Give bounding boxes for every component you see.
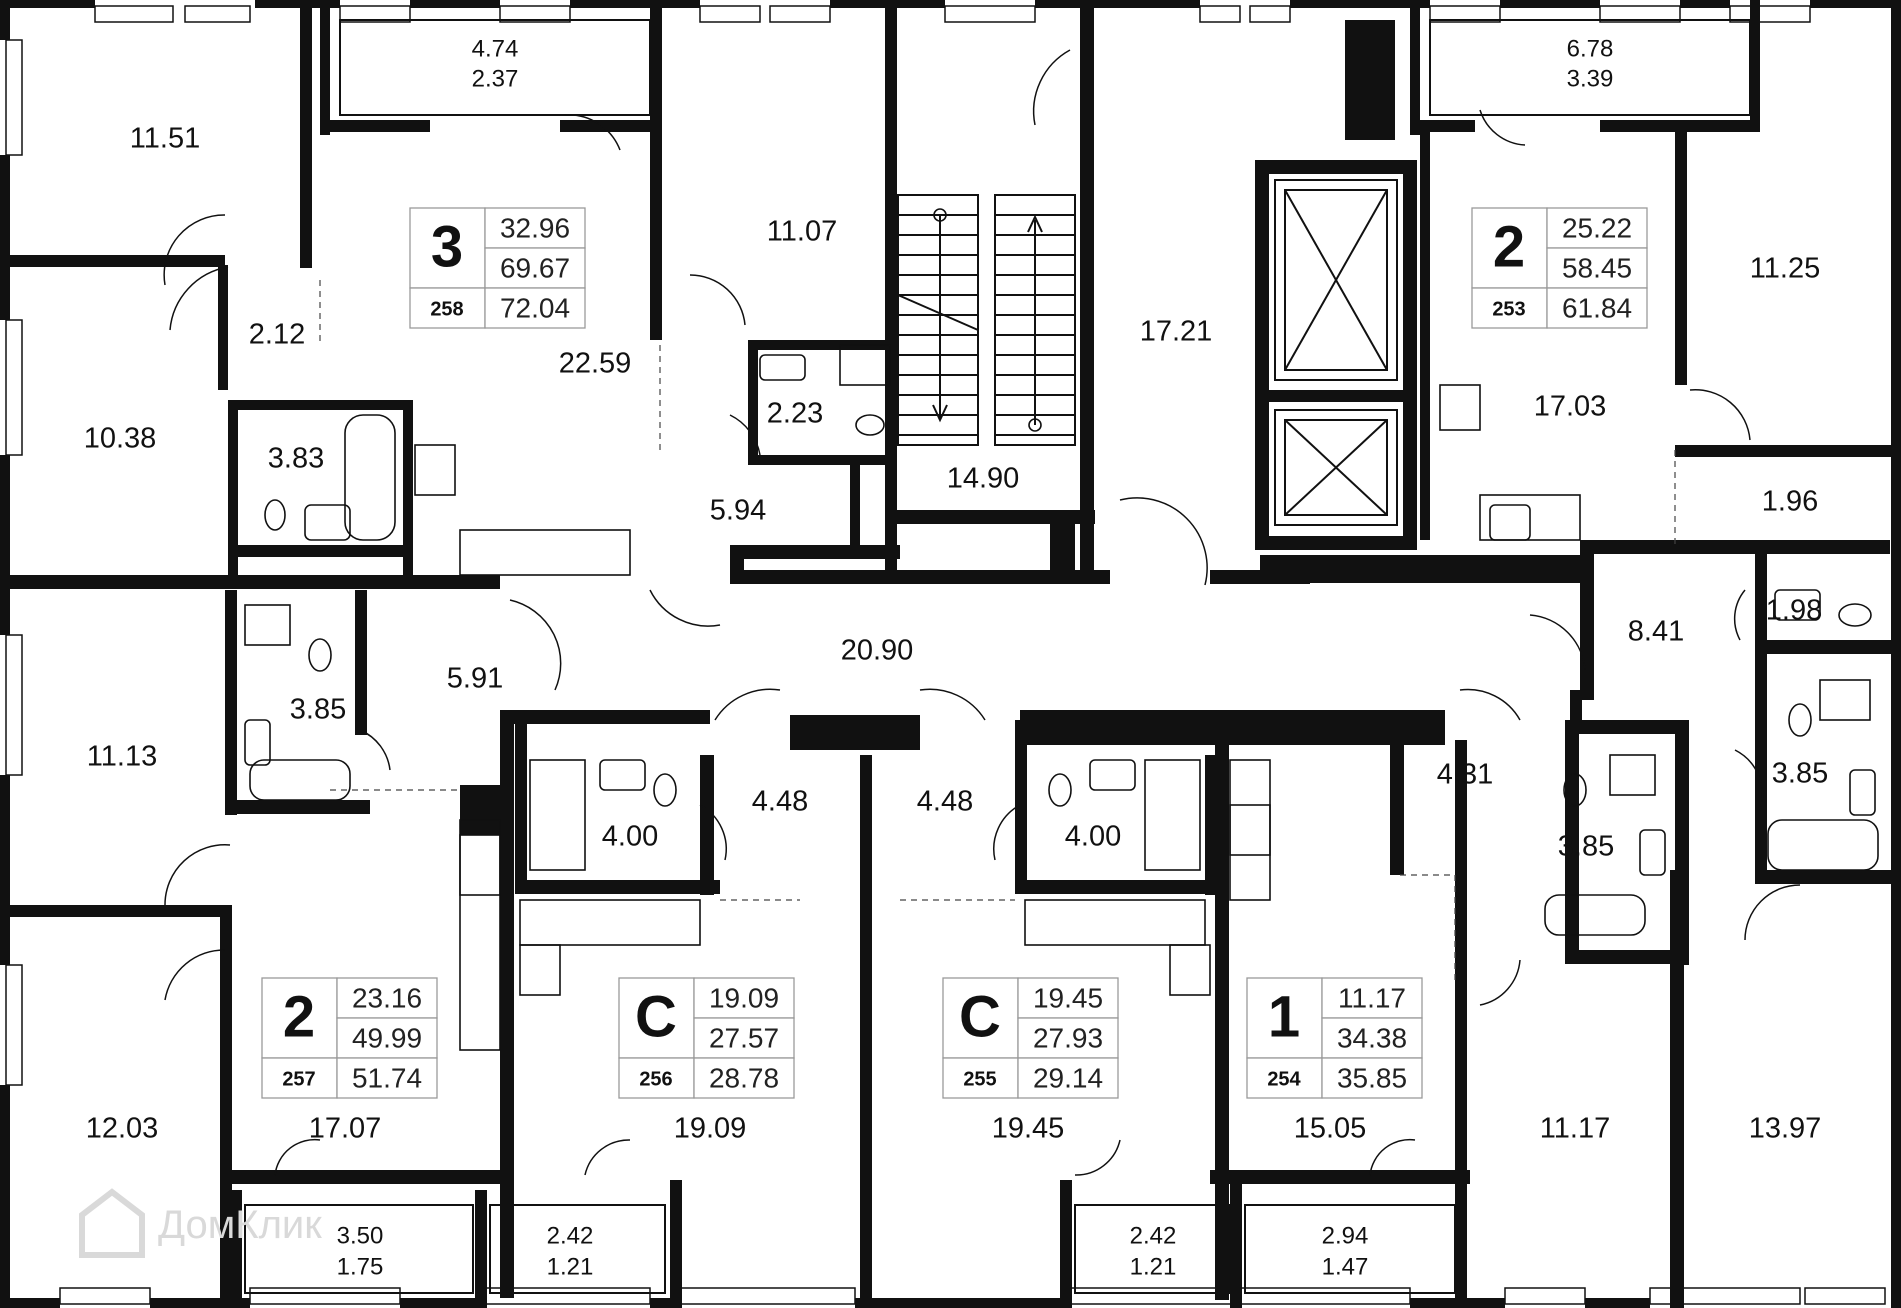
room-area: 19.45 [991, 1112, 1065, 1145]
room-area: 12.03 [85, 1112, 159, 1145]
room-area: 4.48 [751, 785, 809, 818]
room-area: 4.31 [1436, 758, 1494, 791]
elevators [1275, 180, 1397, 525]
room-area: 3.85 [289, 693, 347, 726]
room-area: 1.96 [1761, 485, 1819, 518]
apartment-label-258[interactable] [410, 208, 585, 328]
room-area: 13.97 [1748, 1112, 1822, 1145]
room-area: 4.48 [916, 785, 974, 818]
room-area: 15.05 [1293, 1112, 1367, 1145]
balcony-reduced: 1.47 [1321, 1253, 1369, 1281]
apartment-total-with-balcony: 28.78 [708, 1062, 780, 1094]
apartment-rooms: 2 [282, 984, 316, 1050]
apartment-rooms: 2 [1492, 214, 1526, 280]
house-icon [82, 1192, 142, 1255]
apartment-label-256[interactable] [619, 978, 794, 1098]
room-area: 3.85 [1557, 830, 1615, 863]
room-area: 11.51 [129, 122, 201, 155]
fixtures [245, 345, 1878, 1050]
room-area: 2.12 [248, 318, 306, 351]
room-area: 19.09 [673, 1112, 747, 1145]
balcony-reduced: 1.75 [336, 1253, 384, 1281]
watermark [82, 1192, 322, 1255]
balcony-total: 3.50 [336, 1222, 384, 1250]
apartment-label-253[interactable] [1472, 208, 1647, 328]
apartment-total-with-balcony: 72.04 [499, 292, 571, 324]
room-area: 4.00 [601, 820, 659, 853]
apartment-total-with-balcony: 51.74 [351, 1062, 423, 1094]
room-area: 22.59 [558, 347, 632, 380]
room-area: 2.23 [766, 397, 824, 430]
room-area: 17.07 [308, 1112, 382, 1145]
apartment-total-area: 27.57 [708, 1022, 780, 1054]
apartment-rooms: 3 [430, 214, 464, 280]
apartment-number: 258 [430, 298, 464, 321]
apartment-living-area: 32.96 [499, 212, 571, 244]
apartment-number: 257 [282, 1068, 316, 1091]
room-area: 17.21 [1139, 315, 1213, 348]
room-area: 11.07 [766, 215, 838, 248]
apartment-rooms: 1 [1267, 984, 1301, 1050]
balcony-reduced: 3.39 [1566, 65, 1614, 93]
room-area: 5.91 [446, 662, 504, 695]
room-area: 11.17 [1539, 1112, 1611, 1145]
room-area: 14.90 [946, 462, 1020, 495]
balcony-total: 4.74 [471, 35, 519, 63]
room-area: 3.85 [1771, 757, 1829, 790]
room-area: 20.90 [840, 634, 914, 667]
apartment-number: 255 [963, 1068, 997, 1091]
apartment-label-257[interactable] [262, 978, 437, 1098]
apartment-number: 253 [1492, 298, 1526, 321]
room-area: 8.41 [1627, 615, 1685, 648]
apartment-total-with-balcony: 35.85 [1336, 1062, 1408, 1094]
room-area: 11.25 [1749, 252, 1821, 285]
apartment-total-area: 27.93 [1032, 1022, 1104, 1054]
apartment-living-area: 11.17 [1338, 982, 1406, 1014]
balcony-reduced: 1.21 [546, 1253, 594, 1281]
balcony-reduced: 2.37 [471, 65, 519, 93]
room-area: 3.83 [267, 442, 325, 475]
apartment-label-254[interactable] [1247, 978, 1422, 1098]
apartment-total-with-balcony: 29.14 [1032, 1062, 1104, 1094]
apartment-total-area: 34.38 [1336, 1022, 1408, 1054]
room-area: 11.13 [86, 740, 158, 773]
apartment-living-area: 19.45 [1032, 982, 1104, 1014]
balcony-total: 6.78 [1566, 35, 1614, 63]
balcony-total: 2.94 [1321, 1222, 1369, 1250]
room-area: 1.98 [1765, 594, 1823, 627]
room-area: 10.38 [83, 422, 157, 455]
apartment-number: 256 [639, 1068, 673, 1091]
apartment-rooms: С [635, 984, 677, 1050]
apartment-total-area: 69.67 [499, 252, 571, 284]
room-area: 5.94 [709, 494, 767, 527]
balcony-total: 2.42 [1129, 1222, 1177, 1250]
watermark-text: ДомКлик [158, 1203, 322, 1247]
apartment-total-area: 58.45 [1561, 252, 1633, 284]
room-area: 4.00 [1064, 820, 1122, 853]
apartment-living-area: 19.09 [708, 982, 780, 1014]
apartment-living-area: 25.22 [1561, 212, 1633, 244]
windows [6, 6, 1885, 1304]
room-area: 17.03 [1533, 390, 1607, 423]
staircase [898, 195, 1075, 445]
apartment-total-with-balcony: 61.84 [1561, 292, 1633, 324]
balcony-total: 2.42 [546, 1222, 594, 1250]
apartment-rooms: С [959, 984, 1001, 1050]
balcony-reduced: 1.21 [1129, 1253, 1177, 1281]
apartment-label-255[interactable] [943, 978, 1118, 1098]
apartment-living-area: 23.16 [351, 982, 423, 1014]
apartment-number: 254 [1267, 1068, 1301, 1091]
apartment-total-area: 49.99 [351, 1022, 423, 1054]
